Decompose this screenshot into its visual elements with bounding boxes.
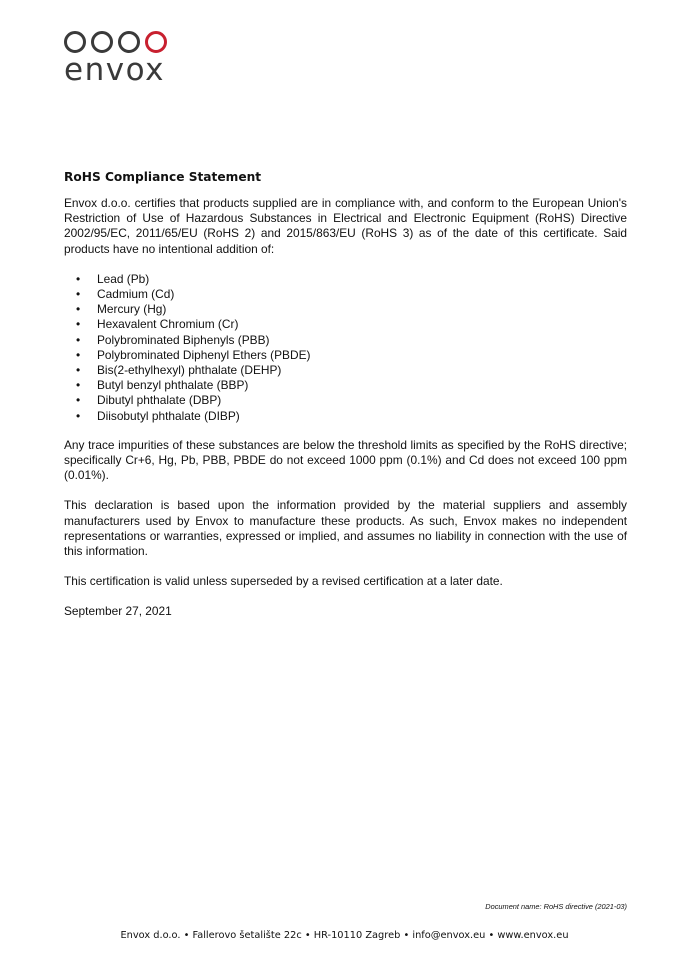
intro-paragraph: Envox d.o.o. certifies that products supplied are in compliance with, and conform to the European Union's Restriction of Use of Hazardous Substances in Electrical and Electronic Equipment (RoHS) Directive 2002/95/EC, 2011/65/EU (RoHS 2) and 2015/863/EU (RoHS 3) as of the date of this certificate. Said products have no intentional addition of:: [64, 196, 627, 256]
logo-circle-icon: [64, 31, 86, 53]
list-item: • Dibutyl phthalate (DBP): [64, 393, 627, 408]
list-item: • Polybrominated Biphenyls (PBB): [64, 333, 627, 348]
list-item: • Diisobutyl phthalate (DIBP): [64, 409, 627, 424]
list-item: • Butyl benzyl phthalate (BBP): [64, 378, 627, 393]
substance-list: [64, 272, 627, 424]
document-body: [64, 170, 627, 635]
document-title: RoHS Compliance Statement: [64, 170, 262, 184]
list-item: • Hexavalent Chromium (Cr): [64, 317, 627, 332]
list-item: • Lead (Pb): [64, 272, 627, 287]
logo-circle-icon: [118, 31, 140, 53]
envox-logo: [64, 31, 167, 86]
list-item: • Mercury (Hg): [64, 302, 627, 317]
list-item: • Cadmium (Cd): [64, 287, 627, 302]
list-item: • Bis(2-ethylhexyl) phthalate (DEHP): [64, 363, 627, 378]
declaration-paragraph: This declaration is based upon the information provided by the material suppliers and assembly manufacturers used by Envox to manufacture these products. As such, Envox makes no independent representations or warranties, expressed or implied, and assumes no liability in connection with the use of this information.: [64, 498, 627, 559]
threshold-paragraph: Any trace impurities of these substances are below the threshold limits as specified by the RoHS directive; specifically Cr+6, Hg, Pb, PBB, PBDE do not exceed 1000 ppm (0.1%) and Cd does not exceed 100 ppm (0.01%).: [64, 437, 627, 483]
logo-circle-icon: [91, 31, 113, 53]
document-date: September 27, 2021: [64, 604, 172, 619]
page-footer: Envox d.o.o. • Fallerovo šetalište 22c • HR-10110 Zagreb • info@envox.eu • www.envox.eu: [120, 930, 569, 941]
logo-circles: [64, 31, 167, 53]
list-item: • Polybrominated Diphenyl Ethers (PBDE): [64, 348, 627, 363]
logo-circle-accent-icon: [145, 31, 167, 53]
document-name-label: Document name: RoHS directive (2021-03): [485, 902, 627, 911]
validity-paragraph: This certification is valid unless superseded by a revised certification at a later date.: [64, 574, 503, 589]
logo-wordmark: envox: [64, 52, 165, 88]
